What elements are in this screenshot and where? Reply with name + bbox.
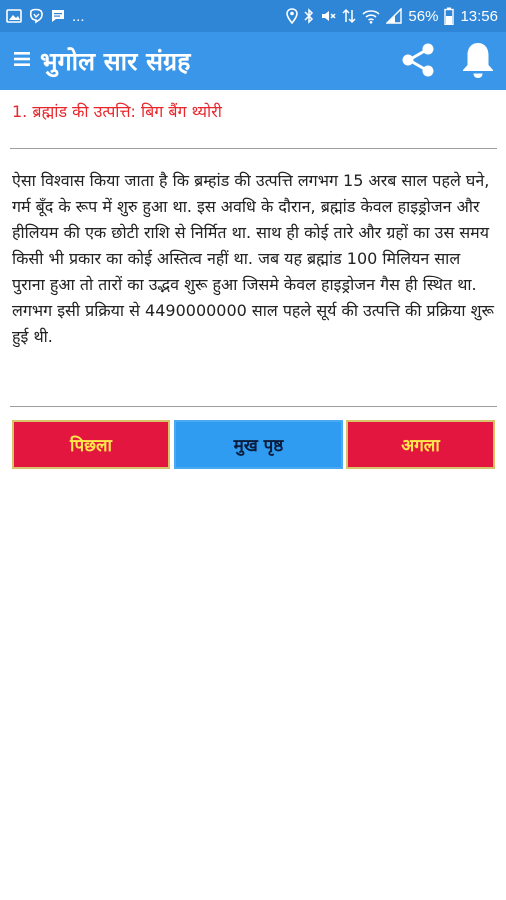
battery-icon: [444, 7, 454, 25]
status-time: 13:56: [460, 7, 498, 25]
bluetooth-icon: [304, 7, 314, 25]
chapter-title: 1. ब्रह्मांड की उत्पत्ति: बिग बैंग थ्योरी: [12, 102, 222, 121]
data-off-icon: [342, 7, 356, 25]
divider-bottom: [10, 406, 497, 407]
message-icon: [50, 7, 66, 25]
status-right: [286, 7, 498, 25]
status-more: ...: [72, 7, 85, 25]
share-icon: [398, 40, 438, 84]
status-left: [6, 7, 85, 25]
previous-button[interactable]: पिछला: [12, 420, 170, 469]
share-button[interactable]: [396, 40, 440, 84]
status-bar: [0, 0, 506, 32]
wifi-icon: [362, 7, 380, 25]
location-icon: [286, 7, 298, 25]
bell-icon: [460, 40, 496, 84]
next-button[interactable]: अगला: [346, 420, 495, 469]
divider-top: [10, 148, 497, 149]
mute-icon: [320, 7, 336, 25]
battery-percent: 56%: [408, 7, 439, 25]
gallery-icon: [6, 7, 22, 25]
viber-icon: [28, 7, 44, 25]
notification-button[interactable]: [456, 40, 500, 84]
signal-icon: [386, 7, 402, 25]
article-body: ऐसा विश्वास किया जाता है कि ब्रम्हांड की उत्पत्ति लगभग 15 अरब साल पहले घने, गर्म बूँद के रूप में शुरु हुआ था. इस अवधि के दौरान, ब्रह्मांड केवल हाइड्रोजन और हीलियम की एक छोटी राशि से निर्मित था. साथ ही कोई तारे और ग्रहों का उस समय किसी भी प्रकार का कोई अस्तित्व नहीं था. जब यह ब्रह्मांड 100 मिलियन साल पुराना हुआ तो तारों का उद्भव शुरू हुआ जिसमे केवल हाइड्रोजन गैस ही स्थित था. लगभग इसी प्रक्रिया से 4490000000 साल पहले सूर्य की उत्पत्ति की प्रक्रिया शुरू हुई थी.: [12, 171, 494, 346]
app-title: भुगोल सार संग्रह: [40, 47, 191, 76]
app-bar: [0, 32, 506, 90]
menu-button[interactable]: [8, 32, 36, 90]
hamburger-menu-icon: [12, 49, 32, 73]
home-button[interactable]: मुख पृष्ठ: [174, 420, 343, 469]
